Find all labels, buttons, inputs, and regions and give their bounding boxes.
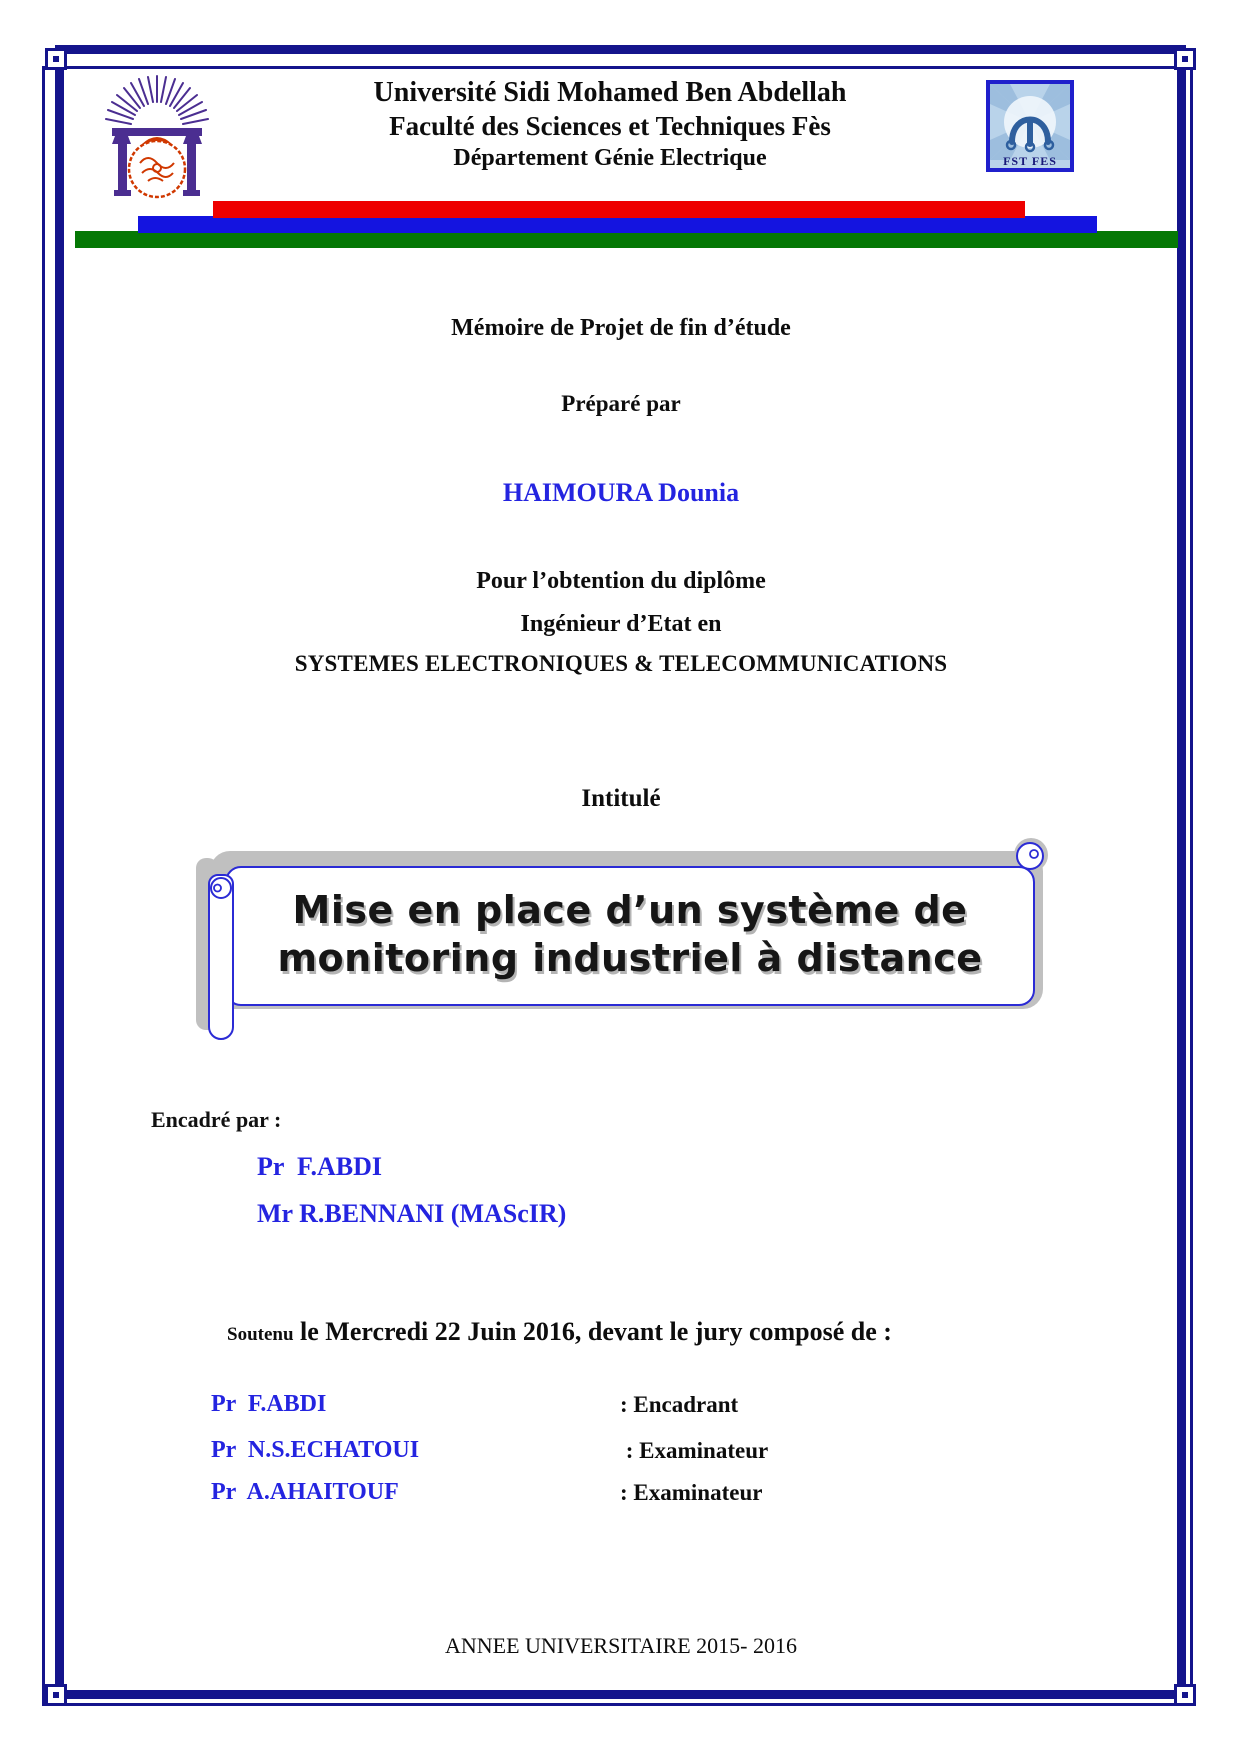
faculty-name: Faculté des Sciences et Techniques Fès	[389, 111, 831, 141]
jury-member-name: Pr A.AHAITOUF	[211, 1479, 399, 1505]
thesis-title-line-2: monitoring industriel à distance	[277, 936, 983, 980]
decorative-bar-green	[75, 231, 1178, 248]
supervised-by-label: Encadré par :	[151, 1107, 282, 1132]
jury-member-name: Pr F.ABDI	[211, 1391, 327, 1417]
supervisor-name: Pr F.ABDI	[257, 1152, 382, 1181]
title-label: Intitulé	[581, 785, 661, 812]
emblem-left-column	[118, 144, 127, 192]
emblem-fan-rays	[106, 76, 208, 124]
author-name: HAIMOURA Dounia	[502, 478, 740, 507]
fst-logo-caption: FST FES	[1003, 154, 1057, 168]
thesis-title	[235, 886, 1025, 982]
jury-member-role: : Examinateur	[620, 1480, 763, 1505]
border-corner-knot	[45, 1684, 67, 1706]
header-text-block	[240, 76, 980, 173]
border-corner-knot	[1174, 48, 1196, 70]
defense-line-prefix: Soutenu	[227, 1324, 294, 1345]
jury-member-name: Pr N.S.ECHATOUI	[211, 1437, 420, 1463]
program-name: SYSTEMES ELECTRONIQUES & TELECOMMUNICATIONS	[294, 651, 948, 676]
emblem-lintel	[112, 128, 202, 136]
thesis-title-line-1: Mise en place d’un système de	[292, 888, 968, 932]
memoir-line: Mémoire de Projet de fin d’étude	[451, 315, 791, 341]
university-name: Université Sidi Mohamed Ben Abdellah	[373, 77, 847, 108]
scroll-left-curl-icon	[206, 874, 238, 911]
emblem-right-column	[187, 144, 196, 192]
jury-member-role: : Examinateur	[620, 1438, 769, 1463]
prepared-by-label: Préparé par	[561, 391, 681, 416]
fst-fes-logo	[986, 80, 1074, 177]
academic-year: ANNEE UNIVERSITAIRE 2015- 2016	[444, 1633, 798, 1658]
supervisor-name: Mr R.BENNANI (MAScIR)	[257, 1199, 567, 1228]
emblem-medallion	[129, 141, 185, 197]
border-corner-knot	[1174, 1684, 1196, 1706]
defense-line-rest: le Mercredi 22 Juin 2016, devant le jury composé de :	[293, 1317, 892, 1346]
border-corner-knot	[45, 48, 67, 70]
decorative-bar-blue	[138, 216, 1097, 233]
diploma-line-1: Pour l’obtention du diplôme	[476, 568, 766, 594]
department-name: Département Génie Electrique	[453, 145, 767, 171]
jury-member-role: : Encadrant	[620, 1392, 739, 1417]
defense-line	[211, 1299, 892, 1365]
scroll-right-curl-icon	[1008, 836, 1052, 885]
university-emblem-logo	[92, 70, 222, 207]
diploma-line-2: Ingénieur d’Etat en	[520, 611, 722, 637]
decorative-bar-red	[213, 201, 1025, 218]
